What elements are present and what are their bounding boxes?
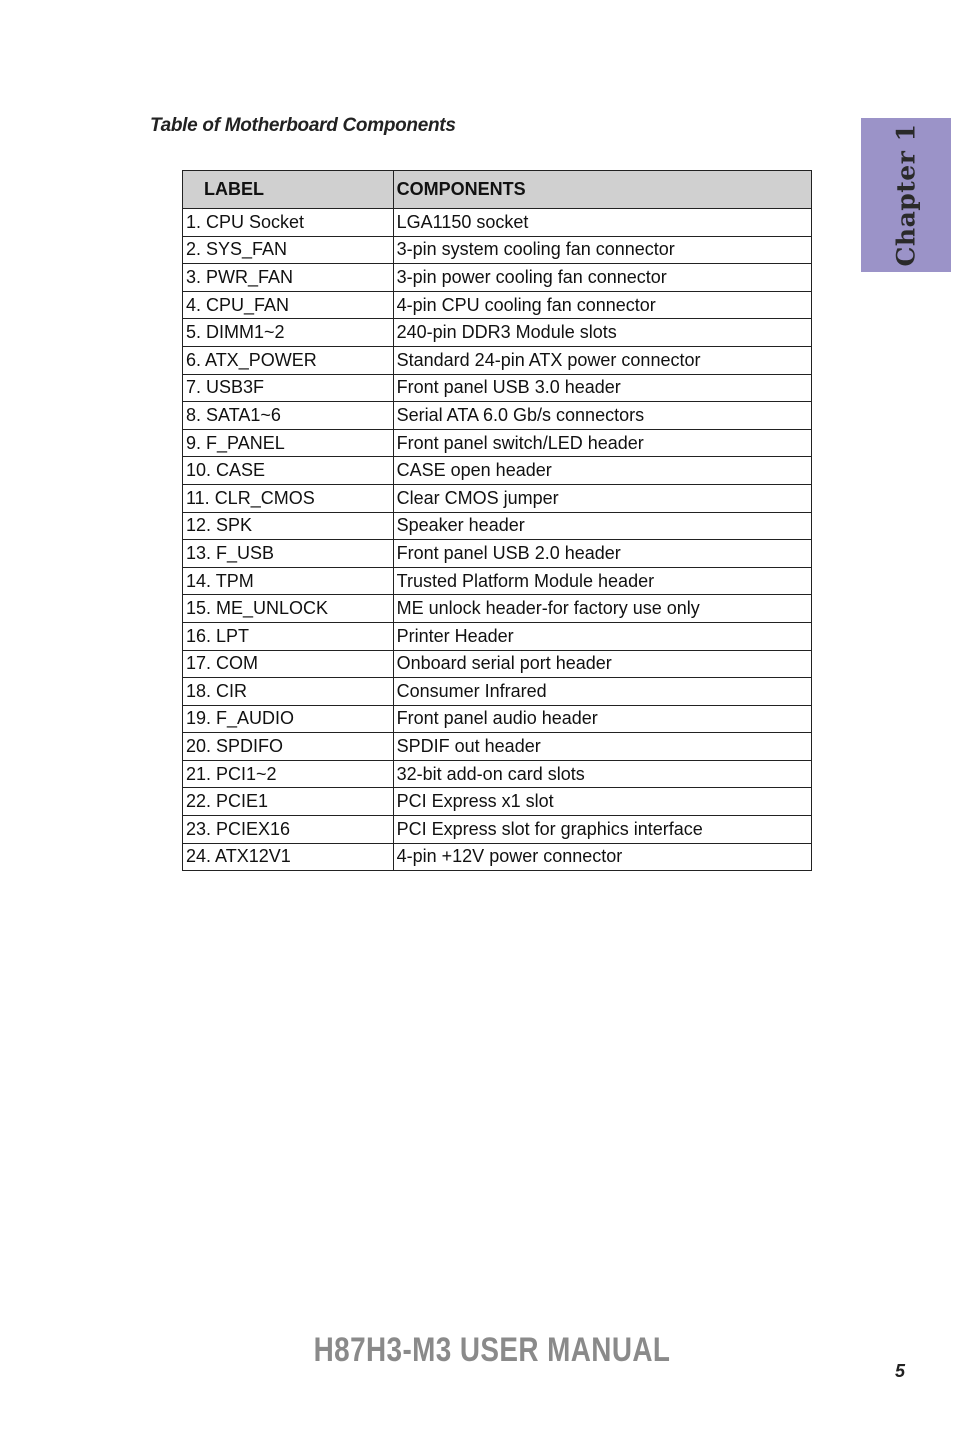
label-cell: 24. ATX12V1 — [183, 843, 394, 871]
table-row — [183, 788, 812, 816]
table-row — [183, 843, 812, 871]
component-cell: LGA1150 socket — [393, 209, 811, 237]
label-cell: 14. TPM — [183, 567, 394, 595]
table-caption: Table of Motherboard Components — [150, 115, 456, 136]
component-cell: PCI Express x1 slot — [393, 788, 811, 816]
component-cell: Consumer Infrared — [393, 678, 811, 706]
label-cell: 4. CPU_FAN — [183, 291, 394, 319]
label-cell: 8. SATA1~6 — [183, 402, 394, 430]
table-row — [183, 705, 812, 733]
component-cell: 240-pin DDR3 Module slots — [393, 319, 811, 347]
label-cell: 15. ME_UNLOCK — [183, 595, 394, 623]
label-cell: 6. ATX_POWER — [183, 346, 394, 374]
component-cell: Clear CMOS jumper — [393, 484, 811, 512]
label-cell: 11. CLR_CMOS — [183, 484, 394, 512]
component-cell: Onboard serial port header — [393, 650, 811, 678]
label-cell: 9. F_PANEL — [183, 429, 394, 457]
label-cell: 16. LPT — [183, 622, 394, 650]
table-row — [183, 484, 812, 512]
table-row — [183, 457, 812, 485]
table-row — [183, 236, 812, 264]
component-cell: Trusted Platform Module header — [393, 567, 811, 595]
label-cell: 3. PWR_FAN — [183, 264, 394, 292]
table-row — [183, 512, 812, 540]
component-cell: 3-pin system cooling fan connector — [393, 236, 811, 264]
component-cell: Speaker header — [393, 512, 811, 540]
label-cell: 10. CASE — [183, 457, 394, 485]
component-cell: Standard 24-pin ATX power connector — [393, 346, 811, 374]
component-cell: 4-pin +12V power connector — [393, 843, 811, 871]
label-cell: 18. CIR — [183, 678, 394, 706]
table-row — [183, 650, 812, 678]
component-cell: PCI Express slot for graphics interface — [393, 816, 811, 844]
table-row — [183, 346, 812, 374]
table-row — [183, 816, 812, 844]
label-cell: 21. PCI1~2 — [183, 760, 394, 788]
label-cell: 5. DIMM1~2 — [183, 319, 394, 347]
label-cell: 7. USB3F — [183, 374, 394, 402]
component-cell: Front panel audio header — [393, 705, 811, 733]
manual-title: H87H3-M3 USER MANUAL — [313, 1331, 671, 1369]
component-cell: SPDIF out header — [393, 733, 811, 761]
components-table — [182, 170, 812, 871]
table-row — [183, 622, 812, 650]
table-row — [183, 319, 812, 347]
table-row — [183, 595, 812, 623]
label-cell: 19. F_AUDIO — [183, 705, 394, 733]
label-cell: 12. SPK — [183, 512, 394, 540]
chapter-tab-label: Chapter 1 — [891, 123, 921, 267]
component-cell: 32-bit add-on card slots — [393, 760, 811, 788]
label-cell: 17. COM — [183, 650, 394, 678]
column-header-label: LABEL — [183, 171, 394, 209]
component-cell: Printer Header — [393, 622, 811, 650]
component-cell: ME unlock header-for factory use only — [393, 595, 811, 623]
label-cell: 1. CPU Socket — [183, 209, 394, 237]
table-row — [183, 291, 812, 319]
component-cell: CASE open header — [393, 457, 811, 485]
page-number: 5 — [895, 1361, 906, 1381]
table-body — [183, 209, 812, 871]
label-cell: 23. PCIEX16 — [183, 816, 394, 844]
chapter-tab — [861, 118, 951, 272]
table-row — [183, 567, 812, 595]
table-row — [183, 760, 812, 788]
table-row — [183, 429, 812, 457]
component-cell: Front panel switch/LED header — [393, 429, 811, 457]
label-cell: 2. SYS_FAN — [183, 236, 394, 264]
table-row — [183, 540, 812, 568]
table-row — [183, 209, 812, 237]
table-row — [183, 374, 812, 402]
table-row — [183, 678, 812, 706]
label-cell: 20. SPDIFO — [183, 733, 394, 761]
table-header-row — [183, 171, 812, 209]
table-row — [183, 264, 812, 292]
label-cell: 22. PCIE1 — [183, 788, 394, 816]
column-header-components: COMPONENTS — [393, 171, 811, 209]
label-cell: 13. F_USB — [183, 540, 394, 568]
component-cell: 3-pin power cooling fan connector — [393, 264, 811, 292]
component-cell: 4-pin CPU cooling fan connector — [393, 291, 811, 319]
component-cell: Serial ATA 6.0 Gb/s connectors — [393, 402, 811, 430]
component-cell: Front panel USB 2.0 header — [393, 540, 811, 568]
component-cell: Front panel USB 3.0 header — [393, 374, 811, 402]
table-row — [183, 402, 812, 430]
table-row — [183, 733, 812, 761]
